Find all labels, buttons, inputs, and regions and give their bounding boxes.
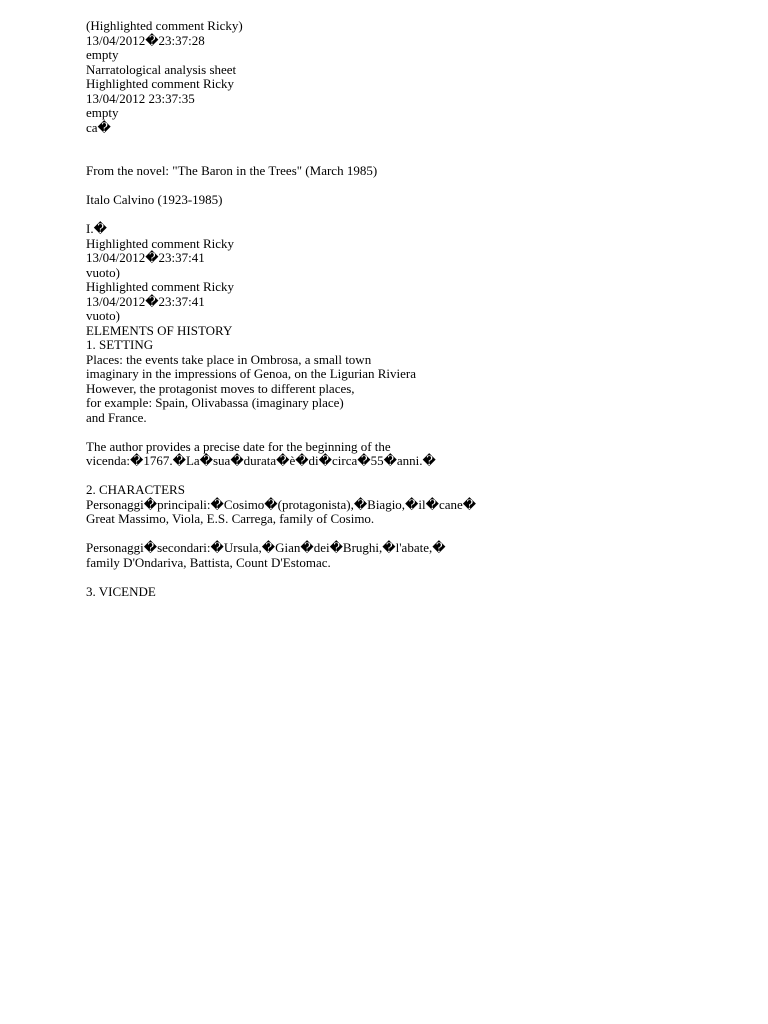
spacer <box>86 208 726 223</box>
setting-heading: 1. SETTING <box>86 337 154 352</box>
characters-heading: 2. CHARACTERS <box>86 482 185 497</box>
setting-text-line: and France. <box>86 409 147 425</box>
author-name: Italo Calvino (1923-1985) <box>86 192 223 207</box>
text-fragment: ca� <box>86 119 111 135</box>
comment-status: vuoto) <box>86 264 120 280</box>
setting-text-line: However, the protagonist moves to different places, <box>86 380 355 396</box>
novel-source: From the novel: "The Baron in the Trees" (March 1985) <box>86 163 378 178</box>
main-characters-line: Great Massimo, Viola, E.S. Carrega, family of Cosimo. <box>86 511 375 526</box>
date-text-line: The author provides a precise date for the beginning of the <box>86 438 391 454</box>
history-heading: ELEMENTS OF HISTORY <box>86 322 233 338</box>
document-page <box>86 19 726 599</box>
spacer <box>86 570 726 585</box>
main-characters-line: Personaggi�principali:�Cosimo�(protagonista),�Biagio,�il�cane� <box>86 496 477 512</box>
secondary-characters-line: Personaggi�secondari:�Ursula,�Gian�dei�Brughi,�l'abate,� <box>86 540 446 555</box>
sheet-title: Narratological analysis sheet <box>86 61 237 77</box>
comment-status: empty <box>86 105 119 120</box>
setting-text-line: for example: Spain, Olivabassa (imaginary place) <box>86 395 344 410</box>
comment-label: Highlighted comment Ricky <box>86 279 235 294</box>
spacer <box>86 425 726 440</box>
comment-timestamp: 13/04/2012�23:37:28 <box>86 32 205 48</box>
setting-text-line: Places: the events take place in Ombrosa, a small town <box>86 351 372 367</box>
secondary-characters-line: family D'Ondariva, Battista, Count D'Estomac. <box>86 554 331 570</box>
spacer <box>86 469 726 484</box>
comment-label: Highlighted comment Ricky <box>86 76 235 91</box>
comment-status: vuoto) <box>86 308 120 323</box>
comment-timestamp: 13/04/2012�23:37:41 <box>86 250 205 265</box>
events-heading: 3. VICENDE <box>86 583 156 599</box>
comment-timestamp: 13/04/2012�23:37:41 <box>86 293 205 309</box>
comment-label: (Highlighted comment Ricky) <box>86 18 243 33</box>
comment-timestamp: 13/04/2012 23:37:35 <box>86 90 195 106</box>
date-text-line: vicenda:�1767.�La�sua�durata�è�di�circa�55�anni.� <box>86 453 436 468</box>
comment-label: Highlighted comment Ricky <box>86 235 235 251</box>
setting-text-line: imaginary in the impressions of Genoa, on the Ligurian Riviera <box>86 366 416 381</box>
spacer <box>86 179 726 194</box>
section-number: I.� <box>86 221 107 236</box>
comment-status: empty <box>86 47 119 62</box>
spacer <box>86 135 726 164</box>
spacer <box>86 527 726 542</box>
